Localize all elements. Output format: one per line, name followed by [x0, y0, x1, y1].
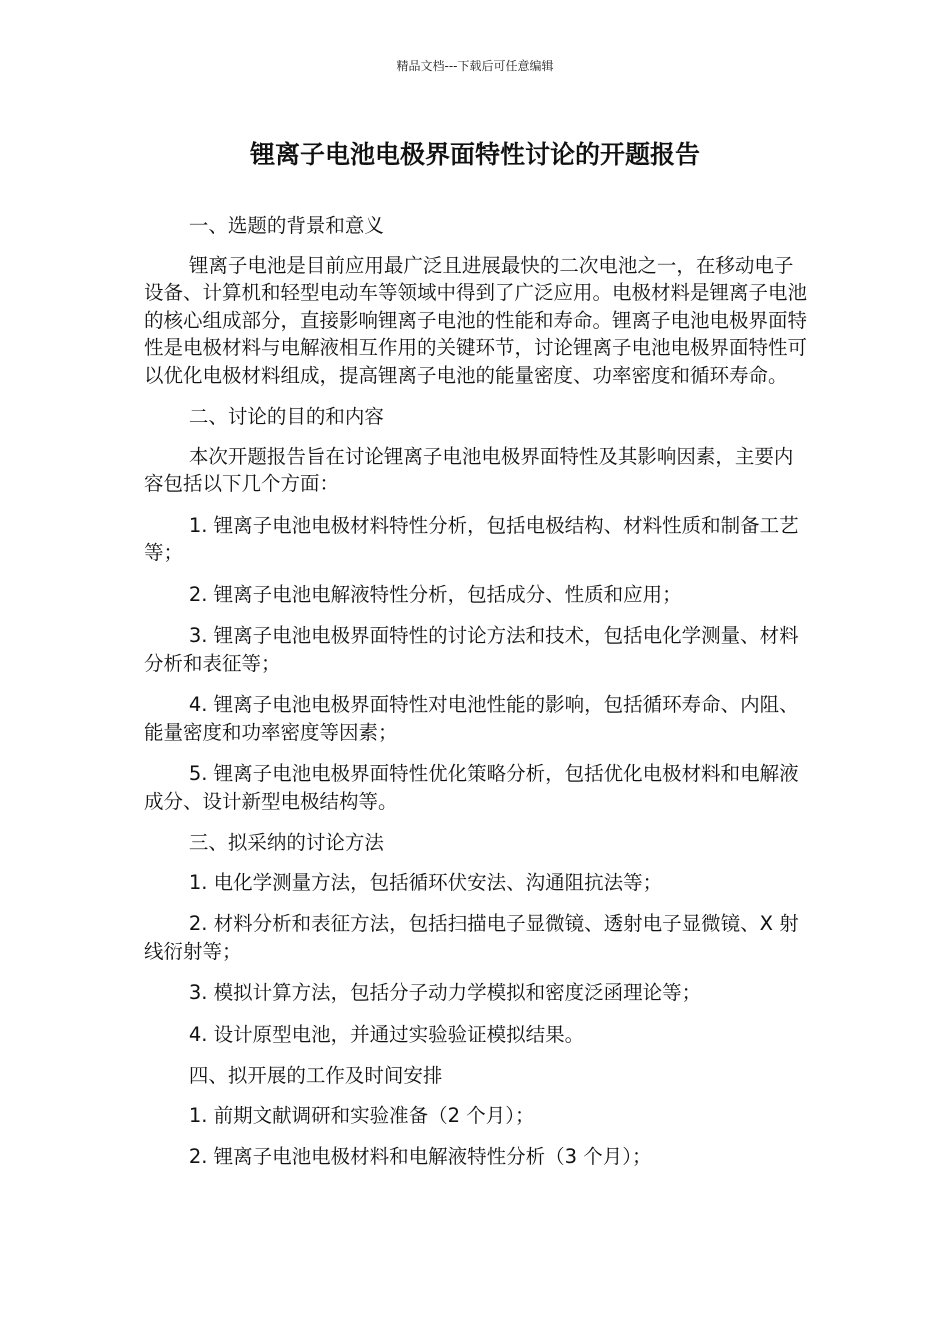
- list-item: 1. 电化学测量方法，包括循环伏安法、沟通阻抗法等；: [188, 870, 663, 894]
- section-heading-4: 四、拟开展的工作及时间安排: [188, 1064, 443, 1087]
- list-item: 1. 前期文献调研和实验准备（2 个月）；: [188, 1103, 535, 1127]
- list-item: 4. 锂离子电池电极界面特性对电池性能的影响，包括循环寿命、内阻、能量密度和功率密度等因素；: [144, 693, 799, 744]
- section-heading-2: 二、讨论的目的和内容: [188, 405, 384, 428]
- document-title: 锂离子电池电极界面特性讨论的开题报告: [249, 140, 700, 169]
- list-item: 3. 模拟计算方法，包括分子动力学模拟和密度泛函理论等；: [188, 981, 702, 1004]
- document-body: [144, 212, 809, 1185]
- list-item: 1. 锂离子电池电极材料特性分析，包括电极结构、材料性质和制备工艺等；: [144, 513, 799, 564]
- section-1-paragraph: 锂离子电池是目前应用最广泛且进展最快的二次电池之一，在移动电子设备、计算机和轻型电动车等领域中得到了广泛应用。电极材料是锂离子电池的核心组成部分，直接影响锂离子电池的性能和寿命。锂离子电池电极界面特性是电极材料与电解液相互作用的关键环节，讨论锂离子电池电极界面特性可以优化电极材料组成，提高锂离子电池的能量密度、功率密度和循环寿命。: [144, 253, 808, 387]
- list-item: 2. 锂离子电池电解液特性分析，包括成分、性质和应用；: [188, 582, 682, 606]
- list-item: 2. 锂离子电池电极材料和电解液特性分析（3 个月）；: [188, 1145, 652, 1168]
- list-item: 3. 锂离子电池电极界面特性的讨论方法和技术，包括电化学测量、材料分析和表征等；: [144, 624, 799, 675]
- section-heading-3: 三、拟采纳的讨论方法: [188, 831, 384, 854]
- section-heading-1: 一、选题的背景和意义: [188, 214, 384, 237]
- header-note: 精品文档---下载后可任意编辑: [396, 59, 554, 73]
- list-item: 5. 锂离子电池电极界面特性优化策略分析，包括优化电极材料和电解液成分、设计新型电极结构等。: [144, 762, 799, 813]
- section-2-intro: 本次开题报告旨在讨论锂离子电池电极界面特性及其影响因素，主要内容包括以下几个方面：: [144, 444, 794, 495]
- list-item: 4. 设计原型电池，并通过实验验证模拟结果。: [188, 1022, 585, 1046]
- list-item: 2. 材料分析和表征方法，包括扫描电子显微镜、透射电子显微镜、X 射线衍射等；: [144, 912, 799, 963]
